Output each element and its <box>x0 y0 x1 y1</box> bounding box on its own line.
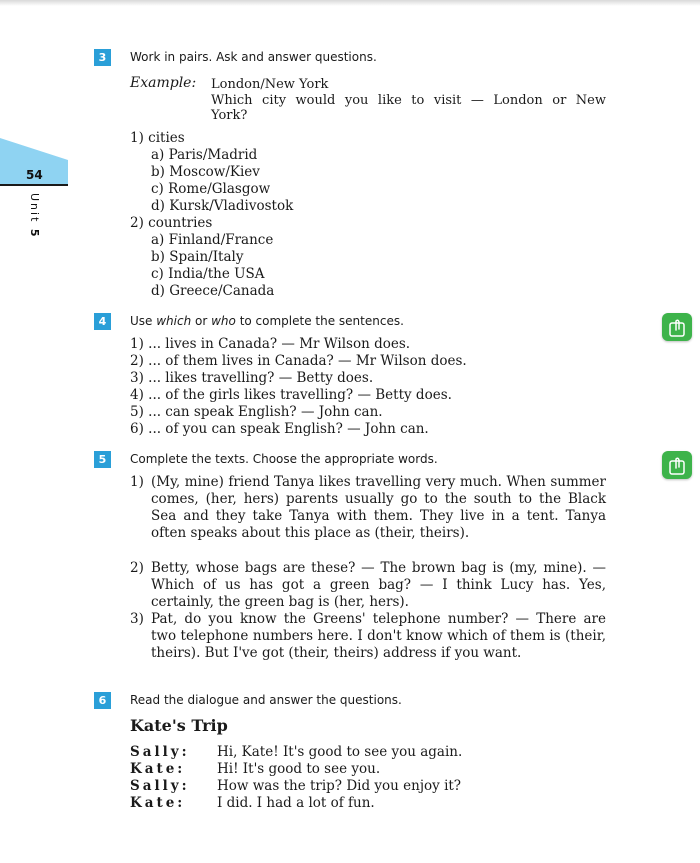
unit-number: 5 <box>28 228 41 239</box>
unit-word: Unit <box>28 193 41 224</box>
sentence: 5) ... can speak English? — John can. <box>130 404 383 420</box>
text-number: 1) <box>130 474 144 490</box>
instr-text: or <box>191 314 212 328</box>
text-1 <box>130 474 606 542</box>
exercise-6-number: 6 <box>94 692 111 709</box>
sentence: 3) ... likes travelling? — Betty does. <box>130 370 374 386</box>
exercise-4-number: 4 <box>94 313 111 330</box>
city-item: d) Kursk/Vladivostok <box>151 198 294 214</box>
text-body: Pat, do you know the Greens' telephone number? — There are two telephone numbers here. I don't know which of them is (their, theirs). But I've got (their, theirs) address if you want. <box>151 611 606 661</box>
top-edge <box>0 0 700 6</box>
instr-text: to complete the sentences. <box>235 314 404 328</box>
exercise-6-instruction: Read the dialogue and answer the questions. <box>130 693 402 707</box>
unit-label <box>27 193 41 239</box>
speaker: Kate: <box>130 795 186 811</box>
text-body: Betty, whose bags are these? — The brown bag is (my, mine). — Which of us has got a green bag? — I think Lucy has. Yes, certainly, the green bag is (her, hers). <box>151 560 606 610</box>
instr-which: which <box>156 314 192 328</box>
sentence: 6) ... of you can speak English? — John can. <box>130 421 429 437</box>
touch-icon <box>667 317 687 337</box>
example-line-1: London/New York <box>211 77 329 92</box>
sentence: 2) ... of them lives in Canada? — Mr Wilson does. <box>130 353 467 369</box>
dialogue-line: How was the trip? Did you enjoy it? <box>217 778 462 794</box>
country-item: a) Finland/France <box>151 232 274 248</box>
country-item: c) India/the USA <box>151 266 265 282</box>
exercise-5-instruction: Complete the texts. Choose the appropriate words. <box>130 452 438 466</box>
dialogue-title: Kate's Trip <box>130 716 228 735</box>
city-item: c) Rome/Glasgow <box>151 181 271 197</box>
instr-who: who <box>211 314 236 328</box>
text-number: 2) <box>130 560 144 576</box>
speaker: Kate: <box>130 761 186 777</box>
sentence: 1) ... lives in Canada? — Mr Wilson does. <box>130 336 411 352</box>
country-item: d) Greece/Canada <box>151 283 275 299</box>
exercise-4-instruction <box>130 314 404 328</box>
page-rule <box>0 184 68 186</box>
city-item: b) Moscow/Kiev <box>151 164 260 180</box>
dialogue-line: Hi! It's good to see you. <box>217 761 381 777</box>
audio-button-ex5[interactable] <box>662 451 692 479</box>
touch-icon <box>667 455 687 475</box>
text-body: (My, mine) friend Tanya likes travelling very much. When summer comes, (her, hers) parents usually go to the south to the Black Sea and they take Tanya with them. They live in a tent. Tanya often speaks about this place as (their, theirs). <box>151 474 606 541</box>
page-number: 54 <box>26 168 43 182</box>
city-item: a) Paris/Madrid <box>151 147 258 163</box>
country-item: b) Spain/Italy <box>151 249 244 265</box>
countries-heading: 2) countries <box>130 215 213 231</box>
speaker: Sally: <box>130 778 190 794</box>
cities-heading: 1) cities <box>130 130 185 146</box>
text-2 <box>130 560 606 611</box>
dialogue-line: Hi, Kate! It's good to see you again. <box>217 744 463 760</box>
dialogue-line: I did. I had a lot of fun. <box>217 795 375 811</box>
instr-text: Use <box>130 314 157 328</box>
example-line-3: York? <box>211 108 248 123</box>
exercise-5-number: 5 <box>94 451 111 468</box>
exercise-3-number: 3 <box>94 49 111 66</box>
sentence: 4) ... of the girls likes travelling? — Betty does. <box>130 387 452 403</box>
example-label: Example: <box>130 75 197 91</box>
speaker: Sally: <box>130 744 190 760</box>
text-3 <box>130 611 606 662</box>
example-line-2: Which city would you like to visit — London or New <box>211 93 606 108</box>
exercise-3-instruction: Work in pairs. Ask and answer questions. <box>130 50 377 64</box>
text-number: 3) <box>130 611 144 627</box>
audio-button-ex4[interactable] <box>662 313 692 341</box>
